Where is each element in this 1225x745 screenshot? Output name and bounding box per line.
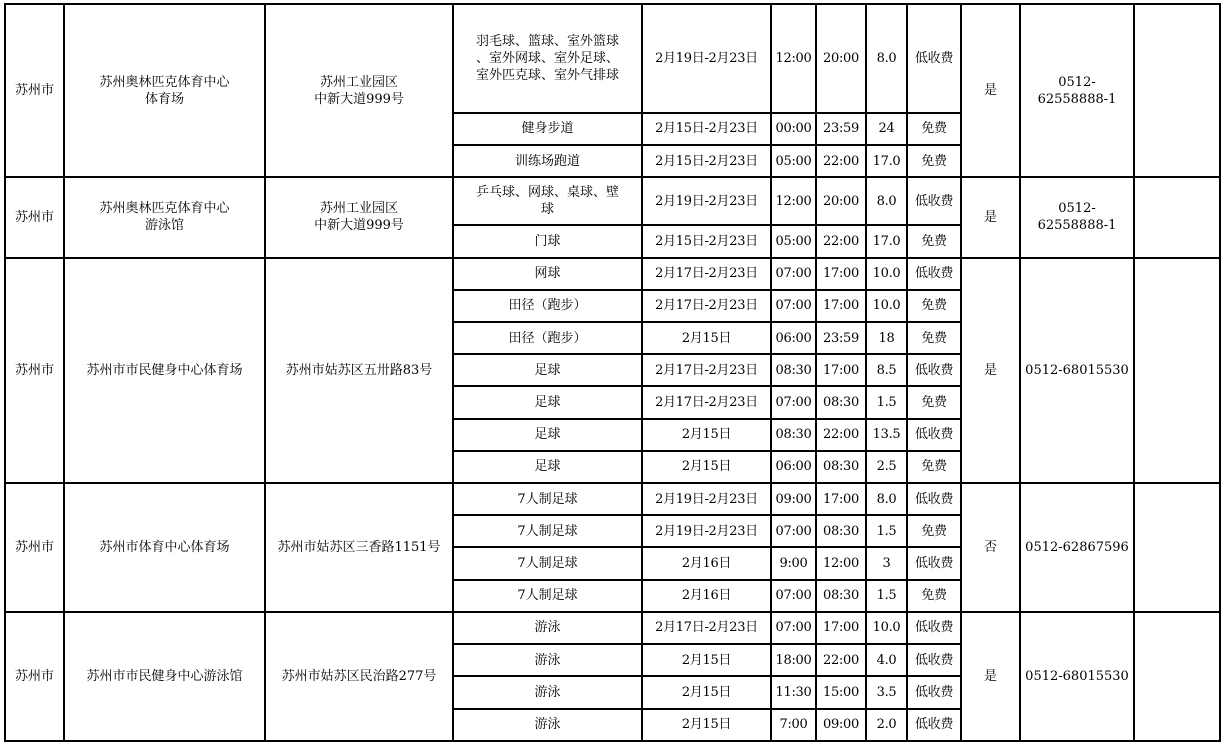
fee-type-cell: 低收费 <box>907 4 961 113</box>
date-range-cell: 2月15日-2月23日 <box>642 225 771 257</box>
city-cell: 苏州市 <box>5 483 64 612</box>
start-time-cell: 07:00 <box>771 258 816 290</box>
start-time-cell: 07:00 <box>771 386 816 418</box>
project-cell: 足球 <box>453 419 642 451</box>
phone-cell: 0512-68015530 <box>1020 612 1134 741</box>
end-time-cell: 17:00 <box>816 258 866 290</box>
fee-type-cell: 免费 <box>907 225 961 257</box>
address-cell: 苏州市姑苏区五卅路83号 <box>265 258 453 483</box>
venue-name-cell: 苏州市市民健身中心体育场 <box>64 258 265 483</box>
end-time-cell: 22:00 <box>816 145 866 177</box>
hours-cell: 8.0 <box>866 4 907 113</box>
address-cell: 苏州市姑苏区三香路1151号 <box>265 483 453 612</box>
fee-type-cell: 低收费 <box>907 354 961 386</box>
fee-type-cell: 低收费 <box>907 177 961 225</box>
hours-cell: 17.0 <box>866 145 907 177</box>
fee-type-cell: 低收费 <box>907 258 961 290</box>
date-range-cell: 2月15日 <box>642 419 771 451</box>
project-cell: 羽毛球、篮球、室外篮球 、室外网球、室外足球、 室外匹克球、室外气排球 <box>453 4 642 113</box>
fee-type-cell: 低收费 <box>907 709 961 742</box>
start-time-cell: 05:00 <box>771 225 816 257</box>
hours-cell: 3.5 <box>866 676 907 708</box>
date-range-cell: 2月17日-2月23日 <box>642 290 771 322</box>
project-cell: 7人制足球 <box>453 547 642 579</box>
address-cell: 苏州工业园区 中新大道999号 <box>265 177 453 258</box>
table-row <box>5 612 1220 644</box>
fee-type-cell: 低收费 <box>907 644 961 676</box>
table-row <box>5 258 1220 290</box>
address-cell: 苏州市姑苏区民治路277号 <box>265 612 453 741</box>
fee-type-cell: 低收费 <box>907 676 961 708</box>
phone-cell: 0512- 62558888-1 <box>1020 177 1134 258</box>
end-time-cell: 09:00 <box>816 709 866 742</box>
date-range-cell: 2月16日 <box>642 547 771 579</box>
hours-cell: 13.5 <box>866 419 907 451</box>
table-row <box>5 4 1220 113</box>
project-cell: 游泳 <box>453 676 642 708</box>
venue-name-cell: 苏州市市民健身中心游泳馆 <box>64 612 265 741</box>
date-range-cell: 2月15日-2月23日 <box>642 145 771 177</box>
hours-cell: 24 <box>866 113 907 145</box>
date-range-cell: 2月15日 <box>642 709 771 742</box>
start-time-cell: 08:30 <box>771 419 816 451</box>
date-range-cell: 2月19日-2月23日 <box>642 4 771 113</box>
project-cell: 7人制足球 <box>453 483 642 515</box>
date-range-cell: 2月15日 <box>642 676 771 708</box>
phone-cell: 0512-62867596 <box>1020 483 1134 612</box>
note-cell <box>1134 483 1220 612</box>
venue-name-cell: 苏州奥林匹克体育中心 游泳馆 <box>64 177 265 258</box>
start-time-cell: 09:00 <box>771 483 816 515</box>
project-cell: 网球 <box>453 258 642 290</box>
hours-cell: 1.5 <box>866 580 907 612</box>
project-cell: 田径（跑步） <box>453 322 642 354</box>
hours-cell: 10.0 <box>866 290 907 322</box>
city-cell: 苏州市 <box>5 4 64 177</box>
project-cell: 7人制足球 <box>453 515 642 547</box>
hours-cell: 8.0 <box>866 483 907 515</box>
fee-type-cell: 低收费 <box>907 547 961 579</box>
start-time-cell: 7:00 <box>771 709 816 742</box>
project-cell: 游泳 <box>453 709 642 742</box>
date-range-cell: 2月15日 <box>642 451 771 483</box>
hours-cell: 10.0 <box>866 258 907 290</box>
note-cell <box>1134 612 1220 741</box>
start-time-cell: 12:00 <box>771 4 816 113</box>
project-cell: 足球 <box>453 451 642 483</box>
note-cell <box>1134 258 1220 483</box>
hours-cell: 18 <box>866 322 907 354</box>
date-range-cell: 2月15日 <box>642 322 771 354</box>
project-cell: 7人制足球 <box>453 580 642 612</box>
start-time-cell: 11:30 <box>771 676 816 708</box>
end-time-cell: 17:00 <box>816 612 866 644</box>
end-time-cell: 20:00 <box>816 177 866 225</box>
date-range-cell: 2月17日-2月23日 <box>642 354 771 386</box>
date-range-cell: 2月17日-2月23日 <box>642 386 771 418</box>
date-range-cell: 2月17日-2月23日 <box>642 258 771 290</box>
fee-type-cell: 免费 <box>907 290 961 322</box>
end-time-cell: 08:30 <box>816 386 866 418</box>
reservation-cell: 是 <box>961 177 1020 258</box>
project-cell: 足球 <box>453 354 642 386</box>
project-cell: 乒乓球、网球、桌球、壁 球 <box>453 177 642 225</box>
table-row <box>5 177 1220 225</box>
hours-cell: 8.5 <box>866 354 907 386</box>
start-time-cell: 05:00 <box>771 145 816 177</box>
project-cell: 健身步道 <box>453 113 642 145</box>
date-range-cell: 2月19日-2月23日 <box>642 177 771 225</box>
hours-cell: 3 <box>866 547 907 579</box>
start-time-cell: 07:00 <box>771 580 816 612</box>
hours-cell: 8.0 <box>866 177 907 225</box>
end-time-cell: 08:30 <box>816 515 866 547</box>
hours-cell: 2.0 <box>866 709 907 742</box>
hours-cell: 10.0 <box>866 612 907 644</box>
start-time-cell: 07:00 <box>771 612 816 644</box>
table-row <box>5 483 1220 515</box>
end-time-cell: 17:00 <box>816 483 866 515</box>
project-cell: 门球 <box>453 225 642 257</box>
start-time-cell: 18:00 <box>771 644 816 676</box>
fee-type-cell: 免费 <box>907 145 961 177</box>
fee-type-cell: 免费 <box>907 451 961 483</box>
venue-name-cell: 苏州奥林匹克体育中心 体育场 <box>64 4 265 177</box>
start-time-cell: 06:00 <box>771 322 816 354</box>
date-range-cell: 2月15日 <box>642 644 771 676</box>
fee-type-cell: 低收费 <box>907 483 961 515</box>
start-time-cell: 9:00 <box>771 547 816 579</box>
venue-schedule-table <box>4 3 1221 742</box>
fee-type-cell: 免费 <box>907 515 961 547</box>
end-time-cell: 17:00 <box>816 354 866 386</box>
project-cell: 足球 <box>453 386 642 418</box>
project-cell: 训练场跑道 <box>453 145 642 177</box>
date-range-cell: 2月19日-2月23日 <box>642 483 771 515</box>
end-time-cell: 15:00 <box>816 676 866 708</box>
end-time-cell: 08:30 <box>816 580 866 612</box>
phone-cell: 0512- 62558888-1 <box>1020 4 1134 177</box>
hours-cell: 17.0 <box>866 225 907 257</box>
fee-type-cell: 低收费 <box>907 612 961 644</box>
date-range-cell: 2月17日-2月23日 <box>642 612 771 644</box>
date-range-cell: 2月16日 <box>642 580 771 612</box>
start-time-cell: 07:00 <box>771 290 816 322</box>
hours-cell: 1.5 <box>866 515 907 547</box>
reservation-cell: 是 <box>961 4 1020 177</box>
start-time-cell: 12:00 <box>771 177 816 225</box>
hours-cell: 2.5 <box>866 451 907 483</box>
end-time-cell: 22:00 <box>816 419 866 451</box>
end-time-cell: 23:59 <box>816 113 866 145</box>
project-cell: 游泳 <box>453 612 642 644</box>
hours-cell: 4.0 <box>866 644 907 676</box>
start-time-cell: 06:00 <box>771 451 816 483</box>
end-time-cell: 17:00 <box>816 290 866 322</box>
reservation-cell: 是 <box>961 258 1020 483</box>
fee-type-cell: 免费 <box>907 580 961 612</box>
end-time-cell: 23:59 <box>816 322 866 354</box>
start-time-cell: 07:00 <box>771 515 816 547</box>
start-time-cell: 00:00 <box>771 113 816 145</box>
phone-cell: 0512-68015530 <box>1020 258 1134 483</box>
fee-type-cell: 免费 <box>907 386 961 418</box>
date-range-cell: 2月19日-2月23日 <box>642 515 771 547</box>
end-time-cell: 22:00 <box>816 644 866 676</box>
end-time-cell: 20:00 <box>816 4 866 113</box>
note-cell <box>1134 4 1220 177</box>
fee-type-cell: 低收费 <box>907 419 961 451</box>
end-time-cell: 12:00 <box>816 547 866 579</box>
fee-type-cell: 免费 <box>907 113 961 145</box>
fee-type-cell: 免费 <box>907 322 961 354</box>
city-cell: 苏州市 <box>5 612 64 741</box>
reservation-cell: 是 <box>961 612 1020 741</box>
venue-name-cell: 苏州市体育中心体育场 <box>64 483 265 612</box>
end-time-cell: 22:00 <box>816 225 866 257</box>
city-cell: 苏州市 <box>5 177 64 258</box>
start-time-cell: 08:30 <box>771 354 816 386</box>
city-cell: 苏州市 <box>5 258 64 483</box>
hours-cell: 1.5 <box>866 386 907 418</box>
note-cell <box>1134 177 1220 258</box>
end-time-cell: 08:30 <box>816 451 866 483</box>
address-cell: 苏州工业园区 中新大道999号 <box>265 4 453 177</box>
project-cell: 田径（跑步） <box>453 290 642 322</box>
reservation-cell: 否 <box>961 483 1020 612</box>
project-cell: 游泳 <box>453 644 642 676</box>
date-range-cell: 2月15日-2月23日 <box>642 113 771 145</box>
